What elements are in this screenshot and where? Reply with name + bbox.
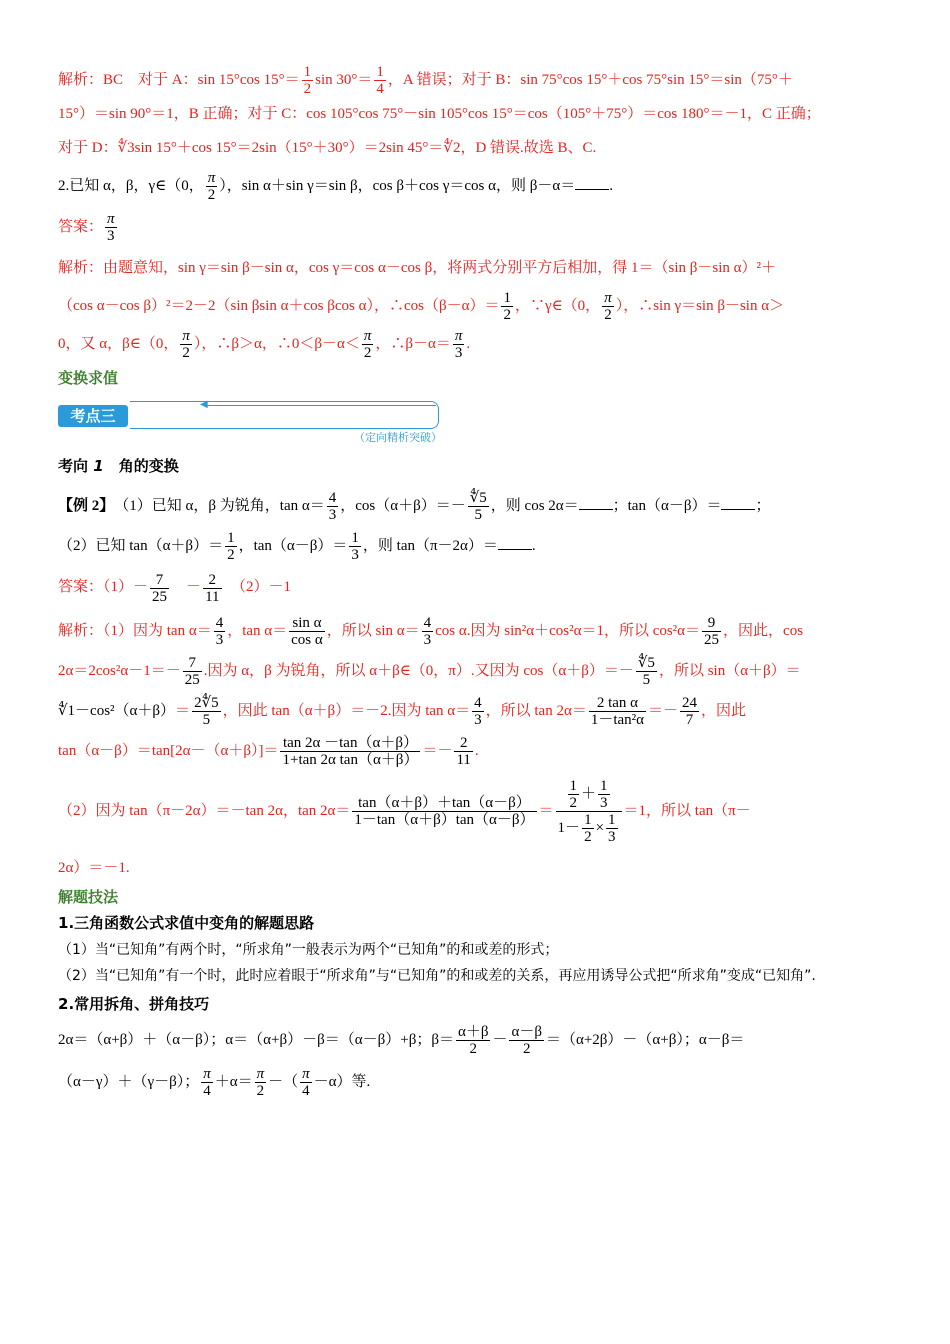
fraction: $\frac{\pi}{3}$ bbox=[107, 211, 115, 245]
analysis-example-2-line1: 解析：（1）因为 tan α＝ $\frac{4}{3}$ ，tan α＝ $\frac{\text{sin α}}{\text{cos α}}$ ，所以 sin α＝ $\frac{4}{3}$ cos α.因为 sin²α＋cos²α＝1，所以 cos²α＝ $\frac{9}{25}$ ，因此，cos bbox=[58, 614, 804, 648]
analysis-1-line3: 对于 D：∜3sin 15°＋cos 15°＝2sin（15°＋30°）＝2sin 45°＝∜2，D 错误.故选 B、C. bbox=[58, 140, 597, 157]
fraction: $\frac{7}{25}$ bbox=[184, 654, 200, 688]
kaodian-subtitle: （定向精析突破） bbox=[354, 431, 442, 445]
analysis-example-2-line5: （2）因为 tan（π－2α）＝－tan 2α，tan 2α＝ $\frac{\tan(\alpha+\beta)+\tan(\alpha-\beta)}{1-\tan(\alpha+\beta)\tan(\alpha-\beta)}$ ＝ $\frac{1}{2}$ ＋ $\frac{1}{3}$ 1－ $\frac{1}{2}$ × $\frac{1}{3}$ ＝1，所以 tan（π－ bbox=[58, 777, 751, 845]
answer-blank bbox=[575, 175, 609, 190]
fraction: $\frac{24}{7}$ bbox=[682, 694, 698, 728]
analysis-2: 解析：由题意知，sin γ＝sin β－sin α，cos γ＝cos α－cos β，将两式分别平方后相加，得 1＝（sin β－sin α）²＋ bbox=[58, 258, 777, 277]
technique-2-title: 2.常用拆角、拼角技巧 bbox=[58, 994, 210, 1013]
question-2: 2.已知 α，β，γ∈（0， $\frac{\pi}{2}$ ），sin α＋sin γ＝sin β，cos β＋cos γ＝cos α，则 β－α＝ . bbox=[58, 170, 613, 204]
analysis-example-2-line6: 2α）＝－1. bbox=[58, 859, 130, 876]
kaodian-line bbox=[206, 405, 436, 406]
fraction: $\frac{2∜5}{5}$ bbox=[194, 694, 219, 728]
fraction: $\frac{\alpha-\beta}{2}$ bbox=[511, 1023, 542, 1057]
fraction: $\frac{\pi}{4}$ bbox=[203, 1065, 211, 1099]
analysis-example-2-line2: 2α＝2cos²α－1＝－ $\frac{7}{25}$ .因为 α，β 为锐角，所以 α＋β∈（0，π）.又因为 cos（α＋β）＝－ $\frac{∜5}{5}$ ，所以 sin（α＋β）＝ bbox=[58, 654, 801, 688]
fraction: $\frac{\tan(\alpha+\beta)+\tan(\alpha-\beta)}{1-\tan(\alpha+\beta)\tan(\alpha-\beta)}$ bbox=[354, 794, 535, 828]
fraction: $\frac{\pi}{3}$ bbox=[454, 328, 463, 362]
fraction: $\frac{∜5}{5}$ bbox=[469, 490, 487, 524]
fraction: $\frac{1}{2}$ bbox=[503, 290, 511, 324]
fraction: $\frac{\pi}{2}$ bbox=[363, 328, 372, 362]
fraction: $\frac{1}{2}$ bbox=[227, 530, 235, 564]
fraction: $\frac{1}{3}$ bbox=[351, 530, 359, 564]
analysis-2-line3: 0，又 α，β∈（0， $\frac{\pi}{2}$ ），∴β＞α，∴0＜β－α＜ $\frac{\pi}{2}$ ，∴β－α＝ $\frac{\pi}{3}$ . bbox=[58, 328, 471, 362]
fraction: $\frac{\pi}{2}$ bbox=[604, 290, 612, 324]
fraction: $\frac{4}{3}$ bbox=[215, 614, 224, 648]
answer-blank bbox=[721, 495, 755, 510]
fraction: $\frac{\alpha+\beta}{2}$ bbox=[457, 1023, 489, 1057]
technique-1-p2: （2）当“已知角”有一个时，此时应着眼于“所求角”与“已知角”的和或差的关系，再应用诱导公式把“所求角”变成“已知角”. bbox=[58, 967, 816, 984]
fraction: $\frac{\pi}{2}$ bbox=[207, 170, 216, 204]
fraction: $\frac{1}{2}$ bbox=[303, 64, 312, 98]
technique-2-line2: （α－γ）＋（γ－β）； $\frac{\pi}{4}$ ＋α＝ $\frac{\pi}{2}$ －（ $\frac{\pi}{4}$ －α）等. bbox=[58, 1065, 371, 1099]
answer-example-2: 答案：（1）－ $\frac{7}{25}$ － $\frac{2}{11}$ （2）－1 bbox=[58, 571, 292, 605]
fraction: $\frac{\pi}{2}$ bbox=[182, 328, 190, 362]
analysis-1-line2: 15°）＝sin 90°＝1，B 正确；对于 C：cos 105°cos 75°－sin 105°cos 15°＝cos（105°＋75°）＝cos 180°＝－1，C 正确； bbox=[58, 106, 821, 123]
document-page bbox=[58, 62, 898, 1099]
fraction: $\frac{\text{sin α}}{\text{cos α}}$ bbox=[291, 614, 323, 648]
fraction: $\frac{4}{3}$ bbox=[423, 614, 432, 648]
fraction: $\frac{4}{3}$ bbox=[474, 694, 482, 728]
example-2-line1: 【例 2】 （1）已知 α，β 为锐角，tan α＝ $\frac{4}{3}$ ，cos（α＋β）＝－ $\frac{∜5}{5}$ ，则 cos 2α＝ ；tan（α－β）＝ ； bbox=[58, 490, 771, 524]
technique-2-line1: 2α＝（α+β）＋（α－β）；α＝（α+β）－β＝（α－β）+β；β＝ $\frac{\alpha+\beta}{2}$ － $\frac{\alpha-\beta}{2}$ ＝（α+2β）－（α+β）；α－β＝ bbox=[58, 1023, 745, 1057]
analysis-2-line2: （cos α－cos β）²＝2－2（sin βsin α＋cos βcos α），∴cos（β－α）＝ $\frac{1}{2}$ ，∵γ∈（0， $\frac{\pi}{2}$ ），∴sin γ＝sin β－sin α＞ bbox=[58, 290, 785, 324]
answer-blank bbox=[498, 535, 532, 550]
example-2-line2: （2）已知 tan（α＋β）＝ $\frac{1}{2}$ ，tan（α－β）＝ $\frac{1}{3}$ ，则 tan（π－2α）＝ . bbox=[58, 530, 536, 564]
fraction: $\frac{4}{3}$ bbox=[328, 490, 337, 524]
fraction: $\frac{2}{11}$ bbox=[205, 571, 220, 605]
fraction: $\frac{\text{2 tan α}}{\text{1－tan²α}}$ bbox=[590, 694, 645, 728]
arrow-left-icon: ◀ bbox=[200, 399, 208, 411]
section-title: 变换求值 bbox=[58, 369, 119, 388]
fraction: $\frac{9}{25}$ bbox=[704, 614, 720, 648]
kaodian-banner bbox=[58, 401, 898, 445]
fraction: $\frac{∜5}{5}$ bbox=[637, 654, 655, 688]
fraction: $\frac{\tan 2\alpha -\tan(\alpha+\beta)}{\text{1+tan 2α tan（α＋β）}}$ bbox=[282, 734, 419, 768]
fraction: $\frac{\pi}{4}$ bbox=[302, 1065, 310, 1099]
answer-2: 答案： $\frac{\pi}{3}$ bbox=[58, 211, 115, 245]
technique-1-p1: （1）当“已知角”有两个时，“所求角”一般表示为两个“已知角”的和或差的形式； bbox=[58, 941, 559, 958]
kaodian-tag: 考点三 bbox=[58, 405, 128, 427]
fraction: $\frac{\pi}{2}$ bbox=[256, 1065, 265, 1099]
technique-title: 解题技法 bbox=[58, 887, 119, 906]
fraction: $\frac{7}{25}$ bbox=[152, 571, 168, 605]
technique-1-title: 1.三角函数公式求值中变角的解题思路 bbox=[58, 913, 315, 932]
direction-heading: 考向 1 角的变换 bbox=[58, 457, 179, 476]
analysis-example-2-line4: tan（α－β）＝tan[2α－（α＋β）]＝ $\frac{\tan 2\alpha -\tan(\alpha+\beta)}{\text{1+tan 2α tan（α＋β）}}$ ＝－ $\frac{2}{11}$ . bbox=[58, 734, 479, 768]
fraction: $\frac{2}{11}$ bbox=[456, 734, 471, 768]
answer-blank bbox=[579, 495, 613, 510]
analysis-1: 解析：BC 对于 A：sin 15°cos 15°＝ $\frac{1}{2}$ sin 30°＝ $\frac{1}{4}$ ，A 错误；对于 B：sin 75°cos 15°＋cos 75°sin 15°＝sin（75°＋ bbox=[58, 64, 793, 98]
fraction: $\frac{1}{4}$ bbox=[376, 64, 384, 98]
analysis-example-2-line3: ∜1－cos²（α＋β）＝ $\frac{2∜5}{5}$ ，因此 tan（α＋β）＝－2.因为 tan α＝ $\frac{4}{3}$ ，所以 tan 2α＝ $\frac{\text{2 tan α}}{\text{1－tan²α}}$ ＝－ $\frac{24}{7}$ ，因此 bbox=[58, 694, 747, 728]
compound-fraction: $\frac{1}{2}$ ＋ $\frac{1}{3}$ 1－ $\frac{1}{2}$ × $\frac{1}{3}$ bbox=[556, 778, 622, 845]
